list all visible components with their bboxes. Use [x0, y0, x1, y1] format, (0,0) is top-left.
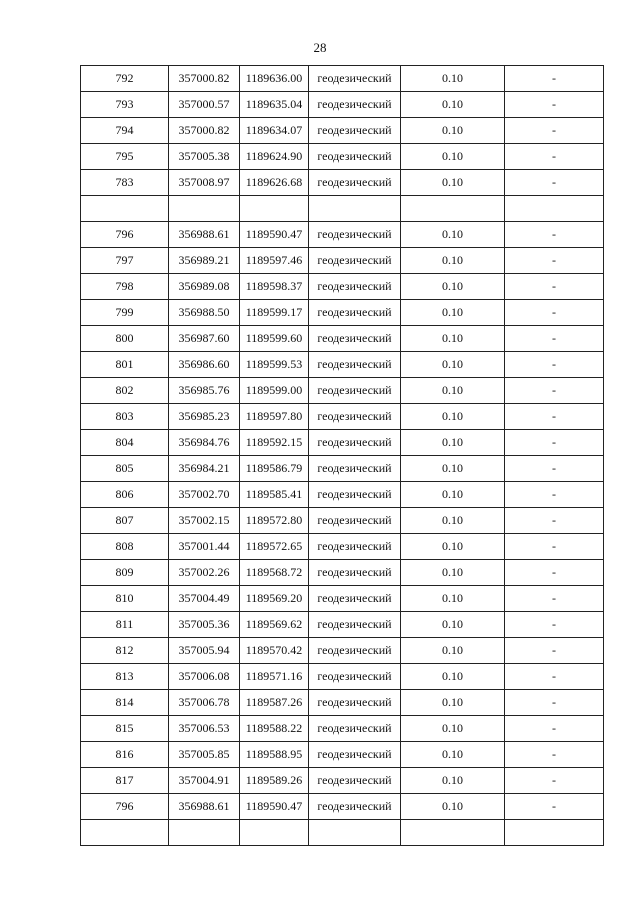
accuracy-cell: 0.10 [401, 612, 505, 638]
note-cell: - [505, 430, 604, 456]
y-coordinate-cell: 1189599.17 [240, 300, 309, 326]
point-number-cell: 797 [81, 248, 169, 274]
x-coordinate-cell: 357002.70 [169, 482, 240, 508]
method-cell: геодезический [309, 664, 401, 690]
point-number-cell: 783 [81, 170, 169, 196]
method-cell: геодезический [309, 352, 401, 378]
x-coordinate-cell: 356987.60 [169, 326, 240, 352]
point-number-cell: 798 [81, 274, 169, 300]
accuracy-cell: 0.10 [401, 248, 505, 274]
point-number-cell: 800 [81, 326, 169, 352]
accuracy-cell: 0.10 [401, 430, 505, 456]
method-cell: геодезический [309, 560, 401, 586]
note-cell: - [505, 300, 604, 326]
note-cell: - [505, 352, 604, 378]
x-coordinate-cell: 357000.82 [169, 118, 240, 144]
method-cell: геодезический [309, 66, 401, 92]
note-cell: - [505, 638, 604, 664]
point-number-cell: 794 [81, 118, 169, 144]
table-row [81, 300, 604, 326]
accuracy-cell: 0.10 [401, 144, 505, 170]
y-coordinate-cell: 1189586.79 [240, 456, 309, 482]
point-number-cell: 814 [81, 690, 169, 716]
coordinates-table-body [81, 66, 604, 846]
table-row [81, 66, 604, 92]
accuracy-cell: 0.10 [401, 716, 505, 742]
note-cell: - [505, 248, 604, 274]
table-row [81, 404, 604, 430]
method-cell: геодезический [309, 742, 401, 768]
table-row [81, 352, 604, 378]
point-number-cell: 807 [81, 508, 169, 534]
accuracy-cell: 0.10 [401, 560, 505, 586]
method-cell: геодезический [309, 794, 401, 820]
table-row [81, 820, 604, 846]
y-coordinate-cell: 1189599.00 [240, 378, 309, 404]
note-cell: - [505, 612, 604, 638]
table-row [81, 742, 604, 768]
note-cell: - [505, 482, 604, 508]
table-row [81, 690, 604, 716]
method-cell: геодезический [309, 248, 401, 274]
accuracy-cell: 0.10 [401, 118, 505, 144]
method-cell: геодезический [309, 430, 401, 456]
method-cell: геодезический [309, 326, 401, 352]
accuracy-cell [401, 820, 505, 846]
table-row [81, 170, 604, 196]
y-coordinate-cell: 1189589.26 [240, 768, 309, 794]
accuracy-cell: 0.10 [401, 534, 505, 560]
y-coordinate-cell: 1189590.47 [240, 222, 309, 248]
accuracy-cell: 0.10 [401, 222, 505, 248]
note-cell: - [505, 404, 604, 430]
y-coordinate-cell [240, 196, 309, 222]
y-coordinate-cell: 1189590.47 [240, 794, 309, 820]
x-coordinate-cell [169, 820, 240, 846]
table-row [81, 508, 604, 534]
note-cell: - [505, 690, 604, 716]
point-number-cell: 802 [81, 378, 169, 404]
point-number-cell: 812 [81, 638, 169, 664]
table-row [81, 560, 604, 586]
accuracy-cell: 0.10 [401, 742, 505, 768]
y-coordinate-cell: 1189585.41 [240, 482, 309, 508]
x-coordinate-cell: 356988.61 [169, 794, 240, 820]
x-coordinate-cell: 356988.61 [169, 222, 240, 248]
method-cell: геодезический [309, 118, 401, 144]
y-coordinate-cell: 1189588.22 [240, 716, 309, 742]
point-number-cell [81, 820, 169, 846]
accuracy-cell: 0.10 [401, 768, 505, 794]
table-row [81, 92, 604, 118]
accuracy-cell: 0.10 [401, 794, 505, 820]
point-number-cell: 799 [81, 300, 169, 326]
point-number-cell: 815 [81, 716, 169, 742]
method-cell: геодезический [309, 768, 401, 794]
accuracy-cell: 0.10 [401, 690, 505, 716]
method-cell: геодезический [309, 404, 401, 430]
x-coordinate-cell: 356986.60 [169, 352, 240, 378]
point-number-cell: 809 [81, 560, 169, 586]
accuracy-cell: 0.10 [401, 326, 505, 352]
point-number-cell: 811 [81, 612, 169, 638]
table-row [81, 638, 604, 664]
point-number-cell: 803 [81, 404, 169, 430]
note-cell: - [505, 274, 604, 300]
table-row [81, 118, 604, 144]
point-number-cell: 816 [81, 742, 169, 768]
note-cell [505, 196, 604, 222]
x-coordinate-cell: 357000.82 [169, 66, 240, 92]
x-coordinate-cell: 357004.49 [169, 586, 240, 612]
x-coordinate-cell: 357005.36 [169, 612, 240, 638]
method-cell [309, 820, 401, 846]
table-row [81, 586, 604, 612]
y-coordinate-cell: 1189572.80 [240, 508, 309, 534]
note-cell: - [505, 664, 604, 690]
note-cell: - [505, 768, 604, 794]
x-coordinate-cell: 357005.85 [169, 742, 240, 768]
note-cell: - [505, 326, 604, 352]
table-row [81, 456, 604, 482]
note-cell: - [505, 534, 604, 560]
note-cell: - [505, 118, 604, 144]
method-cell: геодезический [309, 92, 401, 118]
point-number-cell: 796 [81, 222, 169, 248]
method-cell: геодезический [309, 456, 401, 482]
method-cell: геодезический [309, 534, 401, 560]
x-coordinate-cell: 357008.97 [169, 170, 240, 196]
x-coordinate-cell: 356989.21 [169, 248, 240, 274]
method-cell: геодезический [309, 690, 401, 716]
point-number-cell: 793 [81, 92, 169, 118]
note-cell: - [505, 222, 604, 248]
y-coordinate-cell: 1189568.72 [240, 560, 309, 586]
method-cell [309, 196, 401, 222]
note-cell: - [505, 66, 604, 92]
x-coordinate-cell: 357000.57 [169, 92, 240, 118]
x-coordinate-cell: 356988.50 [169, 300, 240, 326]
method-cell: геодезический [309, 274, 401, 300]
x-coordinate-cell: 357006.08 [169, 664, 240, 690]
y-coordinate-cell: 1189592.15 [240, 430, 309, 456]
x-coordinate-cell: 356989.08 [169, 274, 240, 300]
table-row [81, 274, 604, 300]
y-coordinate-cell: 1189572.65 [240, 534, 309, 560]
y-coordinate-cell: 1189598.37 [240, 274, 309, 300]
point-number-cell: 817 [81, 768, 169, 794]
accuracy-cell: 0.10 [401, 664, 505, 690]
table-row [81, 144, 604, 170]
method-cell: геодезический [309, 716, 401, 742]
y-coordinate-cell: 1189597.46 [240, 248, 309, 274]
accuracy-cell: 0.10 [401, 482, 505, 508]
accuracy-cell: 0.10 [401, 92, 505, 118]
note-cell: - [505, 560, 604, 586]
method-cell: геодезический [309, 508, 401, 534]
method-cell: геодезический [309, 222, 401, 248]
point-number-cell: 810 [81, 586, 169, 612]
y-coordinate-cell: 1189570.42 [240, 638, 309, 664]
y-coordinate-cell: 1189587.26 [240, 690, 309, 716]
note-cell: - [505, 170, 604, 196]
table-row [81, 794, 604, 820]
table-row [81, 664, 604, 690]
y-coordinate-cell: 1189569.20 [240, 586, 309, 612]
x-coordinate-cell: 356984.76 [169, 430, 240, 456]
x-coordinate-cell: 357006.78 [169, 690, 240, 716]
table-row [81, 248, 604, 274]
note-cell: - [505, 92, 604, 118]
accuracy-cell: 0.10 [401, 300, 505, 326]
x-coordinate-cell: 356984.21 [169, 456, 240, 482]
note-cell: - [505, 456, 604, 482]
y-coordinate-cell: 1189635.04 [240, 92, 309, 118]
accuracy-cell: 0.10 [401, 508, 505, 534]
x-coordinate-cell: 357002.15 [169, 508, 240, 534]
point-number-cell [81, 196, 169, 222]
y-coordinate-cell: 1189634.07 [240, 118, 309, 144]
note-cell: - [505, 378, 604, 404]
point-number-cell: 801 [81, 352, 169, 378]
y-coordinate-cell: 1189624.90 [240, 144, 309, 170]
table-row [81, 196, 604, 222]
method-cell: геодезический [309, 612, 401, 638]
accuracy-cell: 0.10 [401, 638, 505, 664]
note-cell: - [505, 794, 604, 820]
coordinates-table [80, 65, 604, 846]
table-row [81, 482, 604, 508]
y-coordinate-cell: 1189626.68 [240, 170, 309, 196]
method-cell: геодезический [309, 378, 401, 404]
x-coordinate-cell: 356985.23 [169, 404, 240, 430]
y-coordinate-cell [240, 820, 309, 846]
method-cell: геодезический [309, 482, 401, 508]
point-number-cell: 806 [81, 482, 169, 508]
x-coordinate-cell: 356985.76 [169, 378, 240, 404]
table-row [81, 326, 604, 352]
note-cell [505, 820, 604, 846]
x-coordinate-cell: 357001.44 [169, 534, 240, 560]
x-coordinate-cell: 357005.94 [169, 638, 240, 664]
accuracy-cell [401, 196, 505, 222]
accuracy-cell: 0.10 [401, 66, 505, 92]
y-coordinate-cell: 1189571.16 [240, 664, 309, 690]
table-row [81, 222, 604, 248]
point-number-cell: 795 [81, 144, 169, 170]
x-coordinate-cell [169, 196, 240, 222]
accuracy-cell: 0.10 [401, 274, 505, 300]
point-number-cell: 805 [81, 456, 169, 482]
table-row [81, 430, 604, 456]
method-cell: геодезический [309, 144, 401, 170]
y-coordinate-cell: 1189636.00 [240, 66, 309, 92]
note-cell: - [505, 144, 604, 170]
y-coordinate-cell: 1189588.95 [240, 742, 309, 768]
method-cell: геодезический [309, 170, 401, 196]
y-coordinate-cell: 1189569.62 [240, 612, 309, 638]
x-coordinate-cell: 357002.26 [169, 560, 240, 586]
accuracy-cell: 0.10 [401, 586, 505, 612]
x-coordinate-cell: 357005.38 [169, 144, 240, 170]
method-cell: геодезический [309, 300, 401, 326]
accuracy-cell: 0.10 [401, 170, 505, 196]
note-cell: - [505, 508, 604, 534]
table-row [81, 378, 604, 404]
accuracy-cell: 0.10 [401, 404, 505, 430]
point-number-cell: 808 [81, 534, 169, 560]
point-number-cell: 792 [81, 66, 169, 92]
page-number: 28 [313, 40, 327, 55]
table-row [81, 768, 604, 794]
point-number-cell: 796 [81, 794, 169, 820]
point-number-cell: 813 [81, 664, 169, 690]
y-coordinate-cell: 1189597.80 [240, 404, 309, 430]
x-coordinate-cell: 357006.53 [169, 716, 240, 742]
method-cell: геодезический [309, 586, 401, 612]
table-row [81, 612, 604, 638]
y-coordinate-cell: 1189599.53 [240, 352, 309, 378]
y-coordinate-cell: 1189599.60 [240, 326, 309, 352]
accuracy-cell: 0.10 [401, 352, 505, 378]
method-cell: геодезический [309, 638, 401, 664]
x-coordinate-cell: 357004.91 [169, 768, 240, 794]
note-cell: - [505, 742, 604, 768]
table-row [81, 534, 604, 560]
note-cell: - [505, 716, 604, 742]
accuracy-cell: 0.10 [401, 378, 505, 404]
note-cell: - [505, 586, 604, 612]
table-row [81, 716, 604, 742]
accuracy-cell: 0.10 [401, 456, 505, 482]
point-number-cell: 804 [81, 430, 169, 456]
